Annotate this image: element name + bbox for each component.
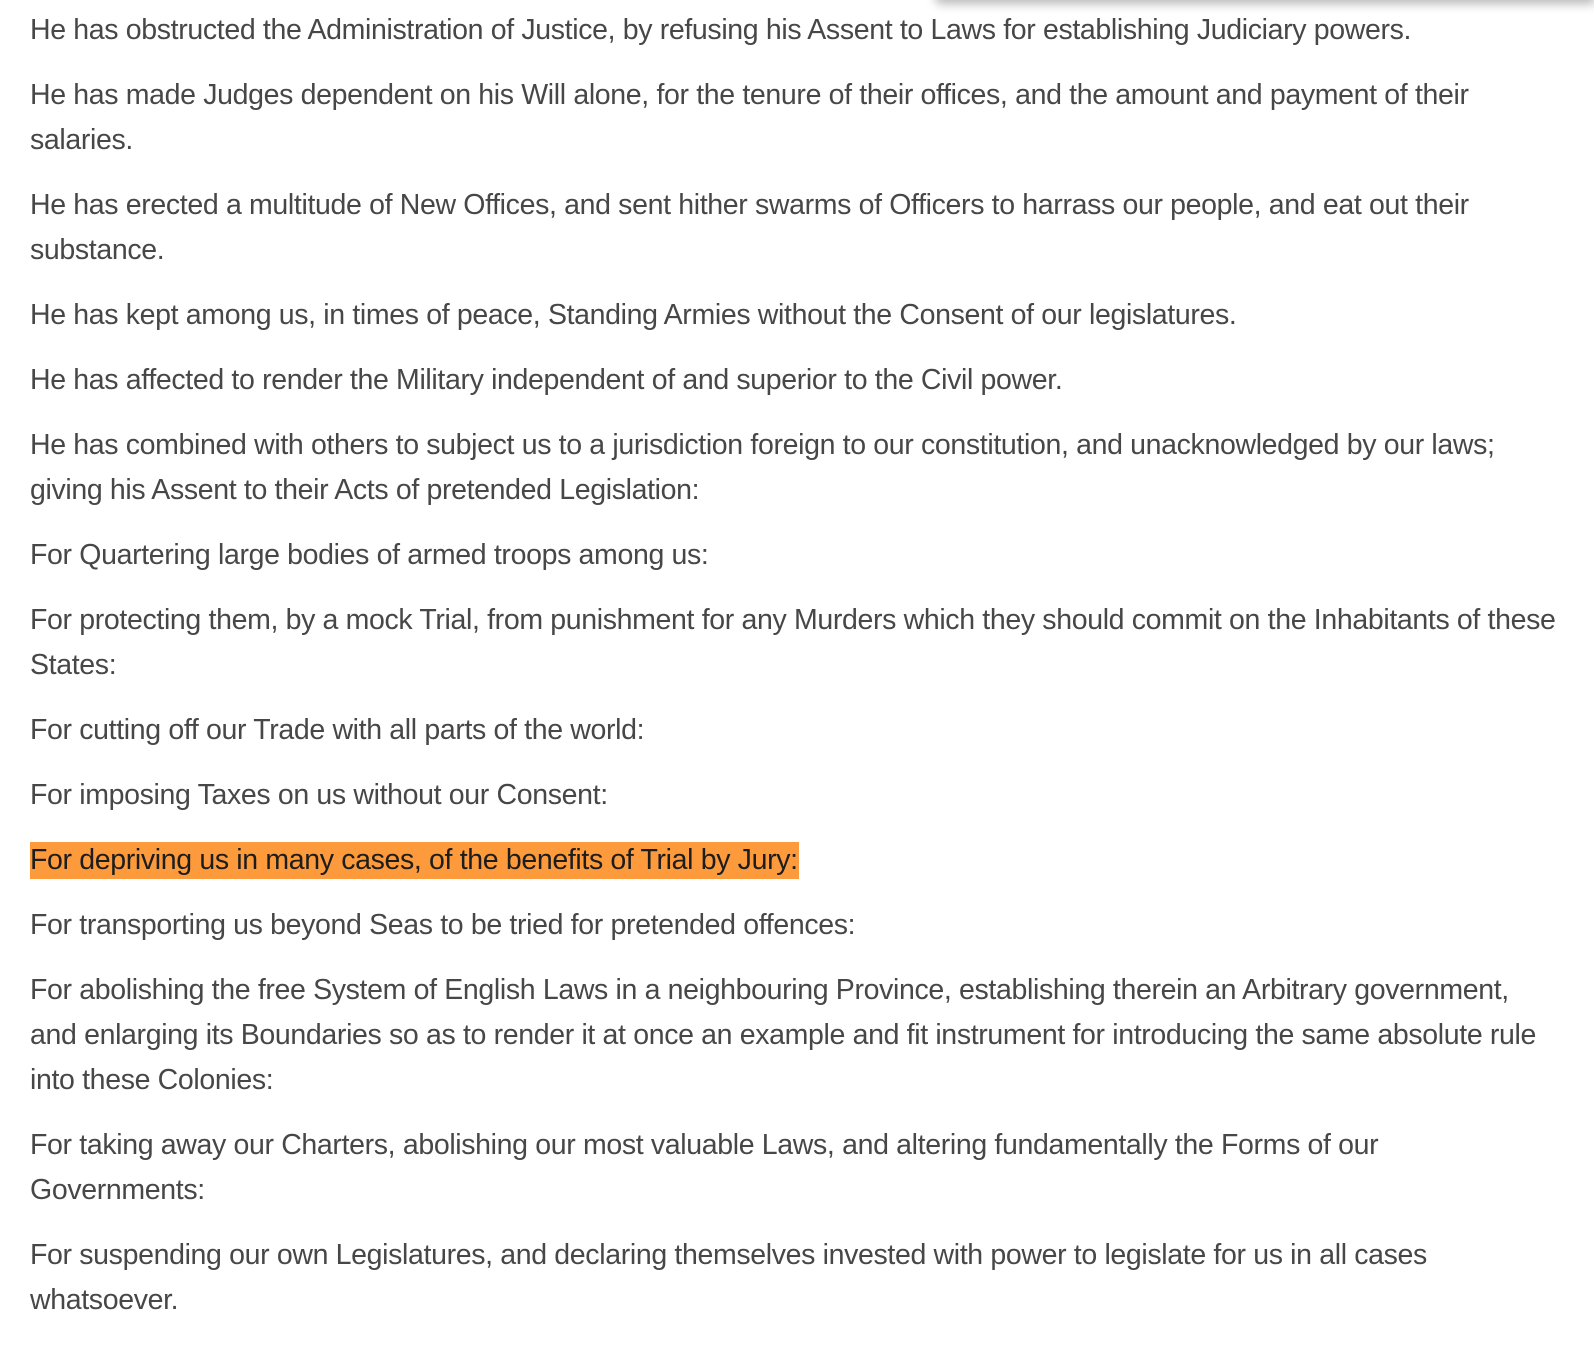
- paragraph: For cutting off our Trade with all parts of the world:: [30, 714, 645, 746]
- paragraph: For suspending our own Legislatures, and declaring themselves invested with power to legislate for us in all cases whatsoever.: [30, 1239, 1427, 1316]
- highlighted-paragraph: [30, 838, 1560, 883]
- paragraph: For taking away our Charters, abolishing our most valuable Laws, and altering fundamentally the Forms of our Governments:: [30, 1129, 1379, 1206]
- highlighted-text[interactable]: For depriving us in many cases, of the benefits of Trial by Jury:: [30, 842, 799, 879]
- document-body: [30, 8, 1560, 1343]
- paragraph: He has obstructed the Administration of Justice, by refusing his Assent to Laws for establishing Judiciary powers.: [30, 14, 1412, 46]
- paragraph: He has erected a multitude of New Offices, and sent hither swarms of Officers to harrass our people, and eat out their substance.: [30, 189, 1469, 266]
- paragraph: He has affected to render the Military independent of and superior to the Civil power.: [30, 364, 1063, 396]
- paragraph: For Quartering large bodies of armed troops among us:: [30, 539, 709, 571]
- paragraph: For imposing Taxes on us without our Consent:: [30, 779, 608, 811]
- paragraph: For protecting them, by a mock Trial, from punishment for any Murders which they should commit on the Inhabitants of these States:: [30, 604, 1556, 681]
- paragraph: He has made Judges dependent on his Will alone, for the tenure of their offices, and the amount and payment of their salaries.: [30, 79, 1469, 156]
- paragraph: For transporting us beyond Seas to be tried for pretended offences:: [30, 909, 856, 941]
- paragraph: For abolishing the free System of English Laws in a neighbouring Province, establishing therein an Arbitrary government, and enlarging its Boundaries so as to render it at once an example and fit instrument for introducing the same absolute rule into these Colonies:: [30, 974, 1537, 1096]
- paragraph: He has kept among us, in times of peace, Standing Armies without the Consent of our legislatures.: [30, 299, 1237, 331]
- paragraph: He has combined with others to subject us to a jurisdiction foreign to our constitution, and unacknowledged by our laws; giving his Assent to their Acts of pretended Legislation:: [30, 429, 1495, 506]
